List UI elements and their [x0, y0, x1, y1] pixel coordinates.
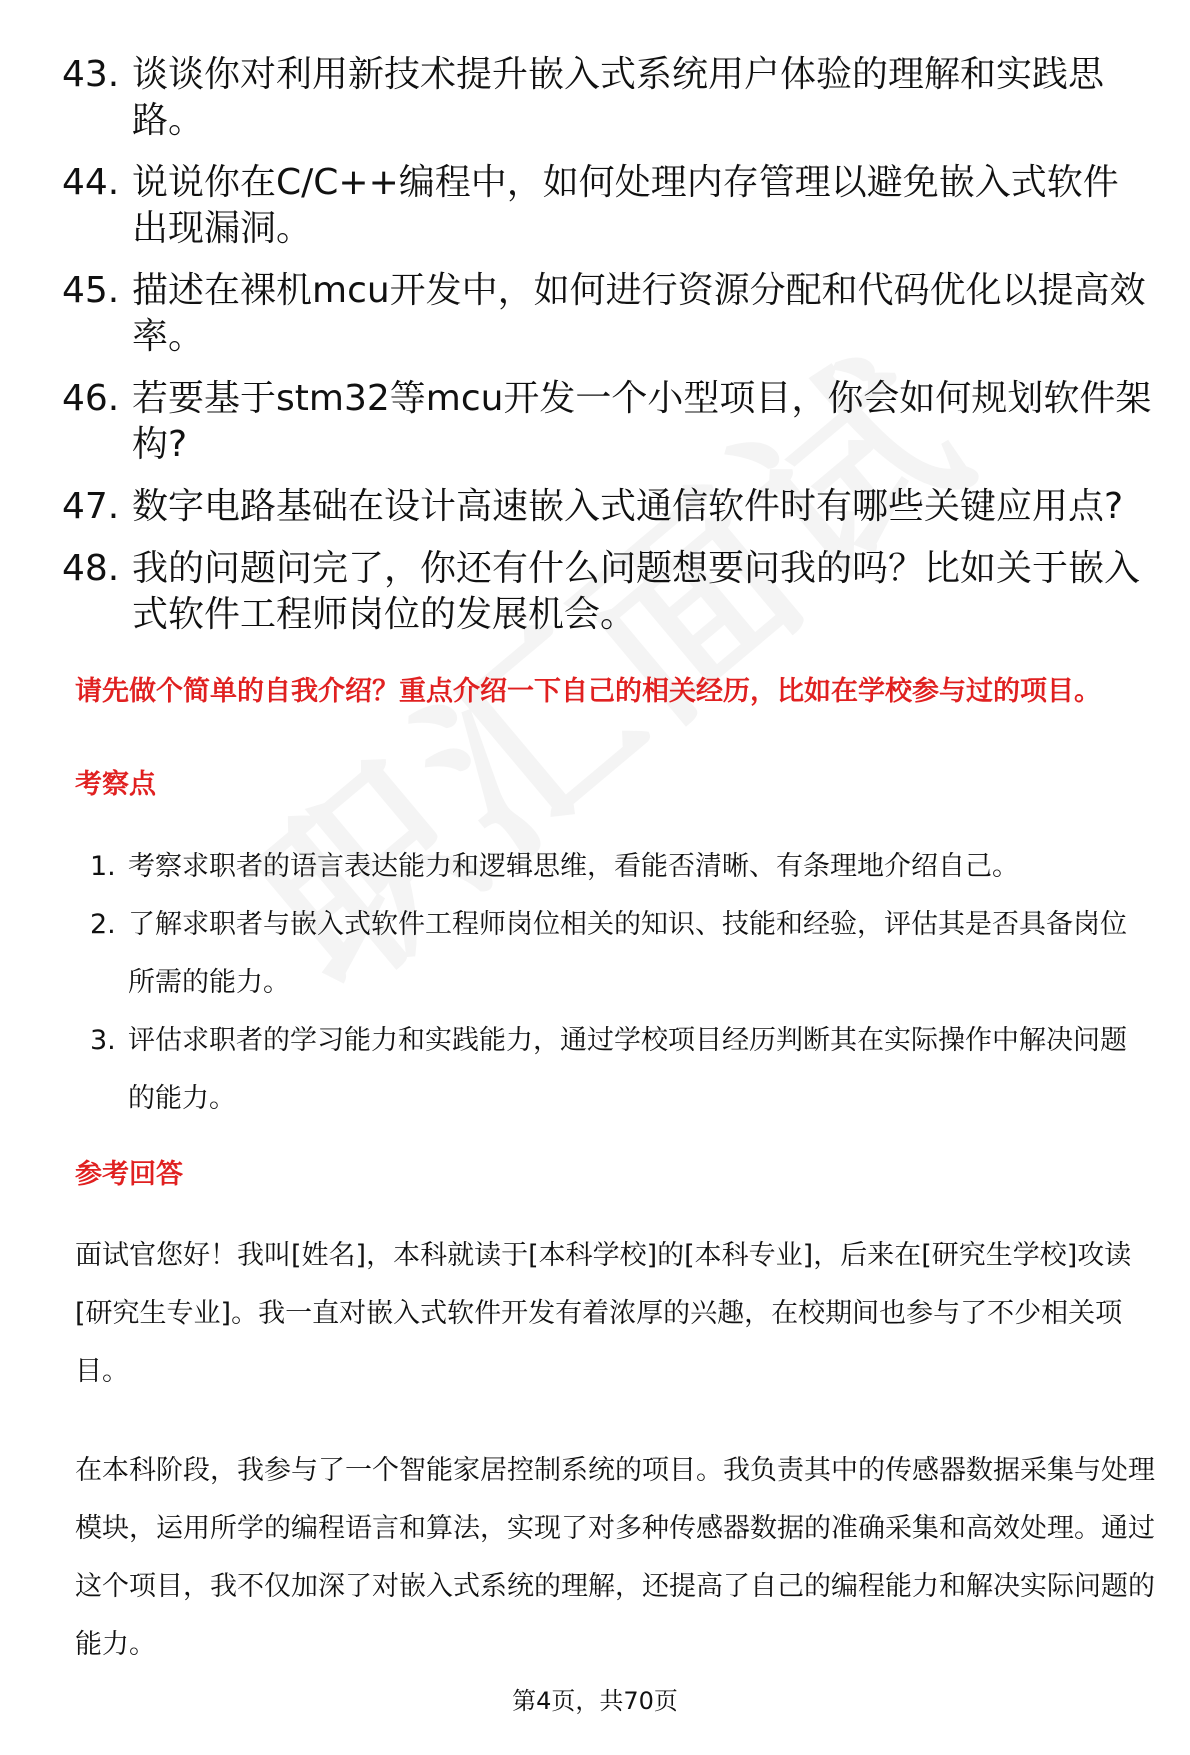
answer-paragraph: 在本科阶段，我参与了一个智能家居控制系统的项目。我负责其中的传感器数据采集与处理模块，运用所学的编程语言和算法，实现了对多种传感器数据的准确采集和高效处理。通过这个项目，我不仅加深了对嵌入式系统的理解，还提高了自己的编程能力和解决实际问题的能力。: [75, 1455, 1155, 1660]
answer-title: 参考回答: [75, 1159, 183, 1190]
question-number: 43.: [62, 54, 120, 95]
list-item: [62, 268, 1152, 360]
list-item: [62, 376, 1152, 468]
answer-paragraph: 面试官您好！我叫[姓名]，本科就读于[本科学校]的[本科专业]，后来在[研究生学校]攻读[研究生专业]。我一直对嵌入式软件开发有着浓厚的兴趣，在校期间也参与了不少相关项目。: [75, 1240, 1132, 1387]
point-text: 考察求职者的语言表达能力和逻辑思维，看能否清晰、有条理地介绍自己。: [128, 851, 1019, 882]
list-item: [90, 1012, 1150, 1128]
question-number: 45.: [62, 270, 120, 311]
list-item: [62, 484, 1152, 530]
point-text: 了解求职者与嵌入式软件工程师岗位相关的知识、技能和经验，评估其是否具备岗位所需的能力。: [128, 909, 1127, 998]
list-item: [62, 160, 1152, 252]
points-list: [90, 838, 1150, 1128]
list-item: [90, 838, 1150, 896]
page-number: 第4页，共70页: [512, 1687, 678, 1715]
point-number: 1.: [90, 851, 116, 882]
question-list: [62, 52, 1152, 654]
question-text: 若要基于stm32等mcu开发一个小型项目，你会如何规划软件架构?: [132, 378, 1152, 465]
question-number: 46.: [62, 378, 120, 419]
question-number: 47.: [62, 486, 120, 527]
question-text: 数字电路基础在设计高速嵌入式通信软件时有哪些关键应用点?: [132, 486, 1124, 527]
question-number: 44.: [62, 162, 120, 203]
question-text: 谈谈你对利用新技术提升嵌入式系统用户体验的理解和实践思路。: [132, 54, 1105, 141]
points-title: 考察点: [75, 769, 156, 800]
point-text: 评估求职者的学习能力和实践能力，通过学校项目经历判断其在实际操作中解决问题的能力。: [128, 1025, 1127, 1114]
list-item: [62, 52, 1152, 144]
point-number: 2.: [90, 909, 116, 940]
point-number: 3.: [90, 1025, 116, 1056]
question-text: 说说你在C/C++编程中，如何处理内存管理以避免嵌入式软件出现漏洞。: [132, 162, 1119, 249]
question-text: 我的问题问完了，你还有什么问题想要问我的吗？比如关于嵌入式软件工程师岗位的发展机会。: [132, 548, 1141, 635]
list-item: [62, 546, 1152, 638]
list-item: [90, 896, 1150, 1012]
question-text: 描述在裸机mcu开发中，如何进行资源分配和代码优化以提高效率。: [132, 270, 1146, 357]
section-question-heading: 请先做个简单的自我介绍？重点介绍一下自己的相关经历，比如在学校参与过的项目。: [75, 676, 1101, 707]
question-number: 48.: [62, 548, 120, 589]
